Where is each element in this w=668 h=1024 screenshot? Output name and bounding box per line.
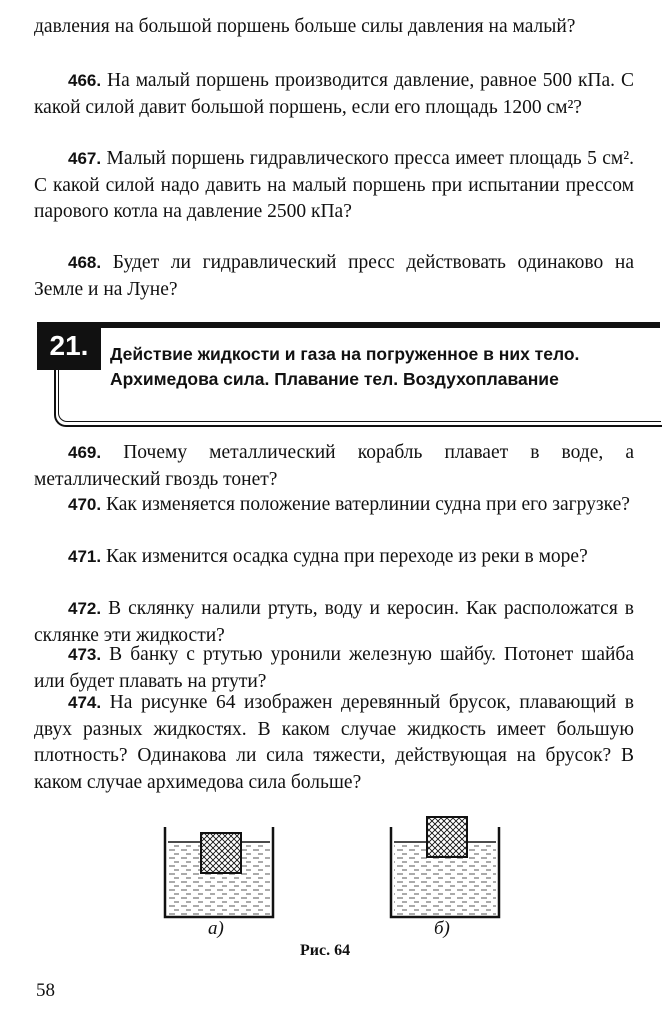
problem-number: 466. [68,71,102,90]
problem-number: 468. [68,253,102,272]
problem-text: В склянку налили ртуть, воду и керосин. Как расположатся в склянке эти жидкости? [34,598,634,646]
section-title: Действие жидкости и газа на погруженное в них тело. Архимедова сила. Плавание тел. Воздухоплавание [110,344,580,389]
section-rule [37,322,660,328]
figure-64 [0,815,668,935]
problem-number: 472. [68,599,102,618]
figure-caption: Рис. 64 [300,942,351,959]
intro-text: давления на большой поршень больше силы давления на малый? [34,16,576,37]
problem-number: 471. [68,547,102,566]
problem-471 [34,544,634,571]
problem-number: 470. [68,495,102,514]
problem-text: На рисунке 64 изображен деревянный брусок, плавающий в двух разных жидкостях. В каком случае жидкость имеет большую плотность? Одинакова ли сила тяжести, действующая на брусок? В каком случае архимедова сила больше? [34,692,635,793]
problem-473 [34,642,634,695]
problem-470 [34,492,634,519]
section-number: 21. [49,330,89,361]
problem-text: На малый поршень производится давление, равное 500 кПа. С какой силой давит большой поршень, если его площадь 1200 см²? [34,70,634,118]
problem-text: Малый поршень гидравлического пресса имеет площадь 5 см². С какой силой надо давить на малый поршень при испытании прессом парового котла на давление 2500 кПа? [34,148,634,222]
wooden-block-b [427,817,467,857]
vessel-a [165,827,273,917]
problem-text: В банку с ртутью уронили железную шайбу. Потонет шайба или будет плавать на ртути? [34,644,634,692]
problem-text: Почему металлический корабль плавает в воде, а металлический гвоздь тонет? [34,442,635,490]
figure-label-a: а) [208,918,224,939]
vessel-b [391,817,499,917]
problem-474 [34,690,634,796]
problem-number: 469. [68,443,102,462]
problem-469 [34,440,634,493]
figure-label-b: б) [434,918,450,939]
problem-467 [34,146,634,226]
section-number-badge [37,322,101,370]
problem-468 [34,250,634,303]
problem-text: Будет ли гидравлический пресс действовать одинаково на Земле и на Луне? [34,252,635,300]
page-number: 58 [36,980,55,1001]
problem-number: 467. [68,149,102,168]
problem-text: Как изменяется положение ватерлинии судна при его загрузке? [105,494,630,515]
problem-text: Как изменится осадка судна при переходе из реки в море? [105,546,588,567]
problem-466 [34,68,634,121]
wooden-block-a [201,833,241,873]
problem-number: 474. [68,693,102,712]
problem-number: 473. [68,645,102,664]
